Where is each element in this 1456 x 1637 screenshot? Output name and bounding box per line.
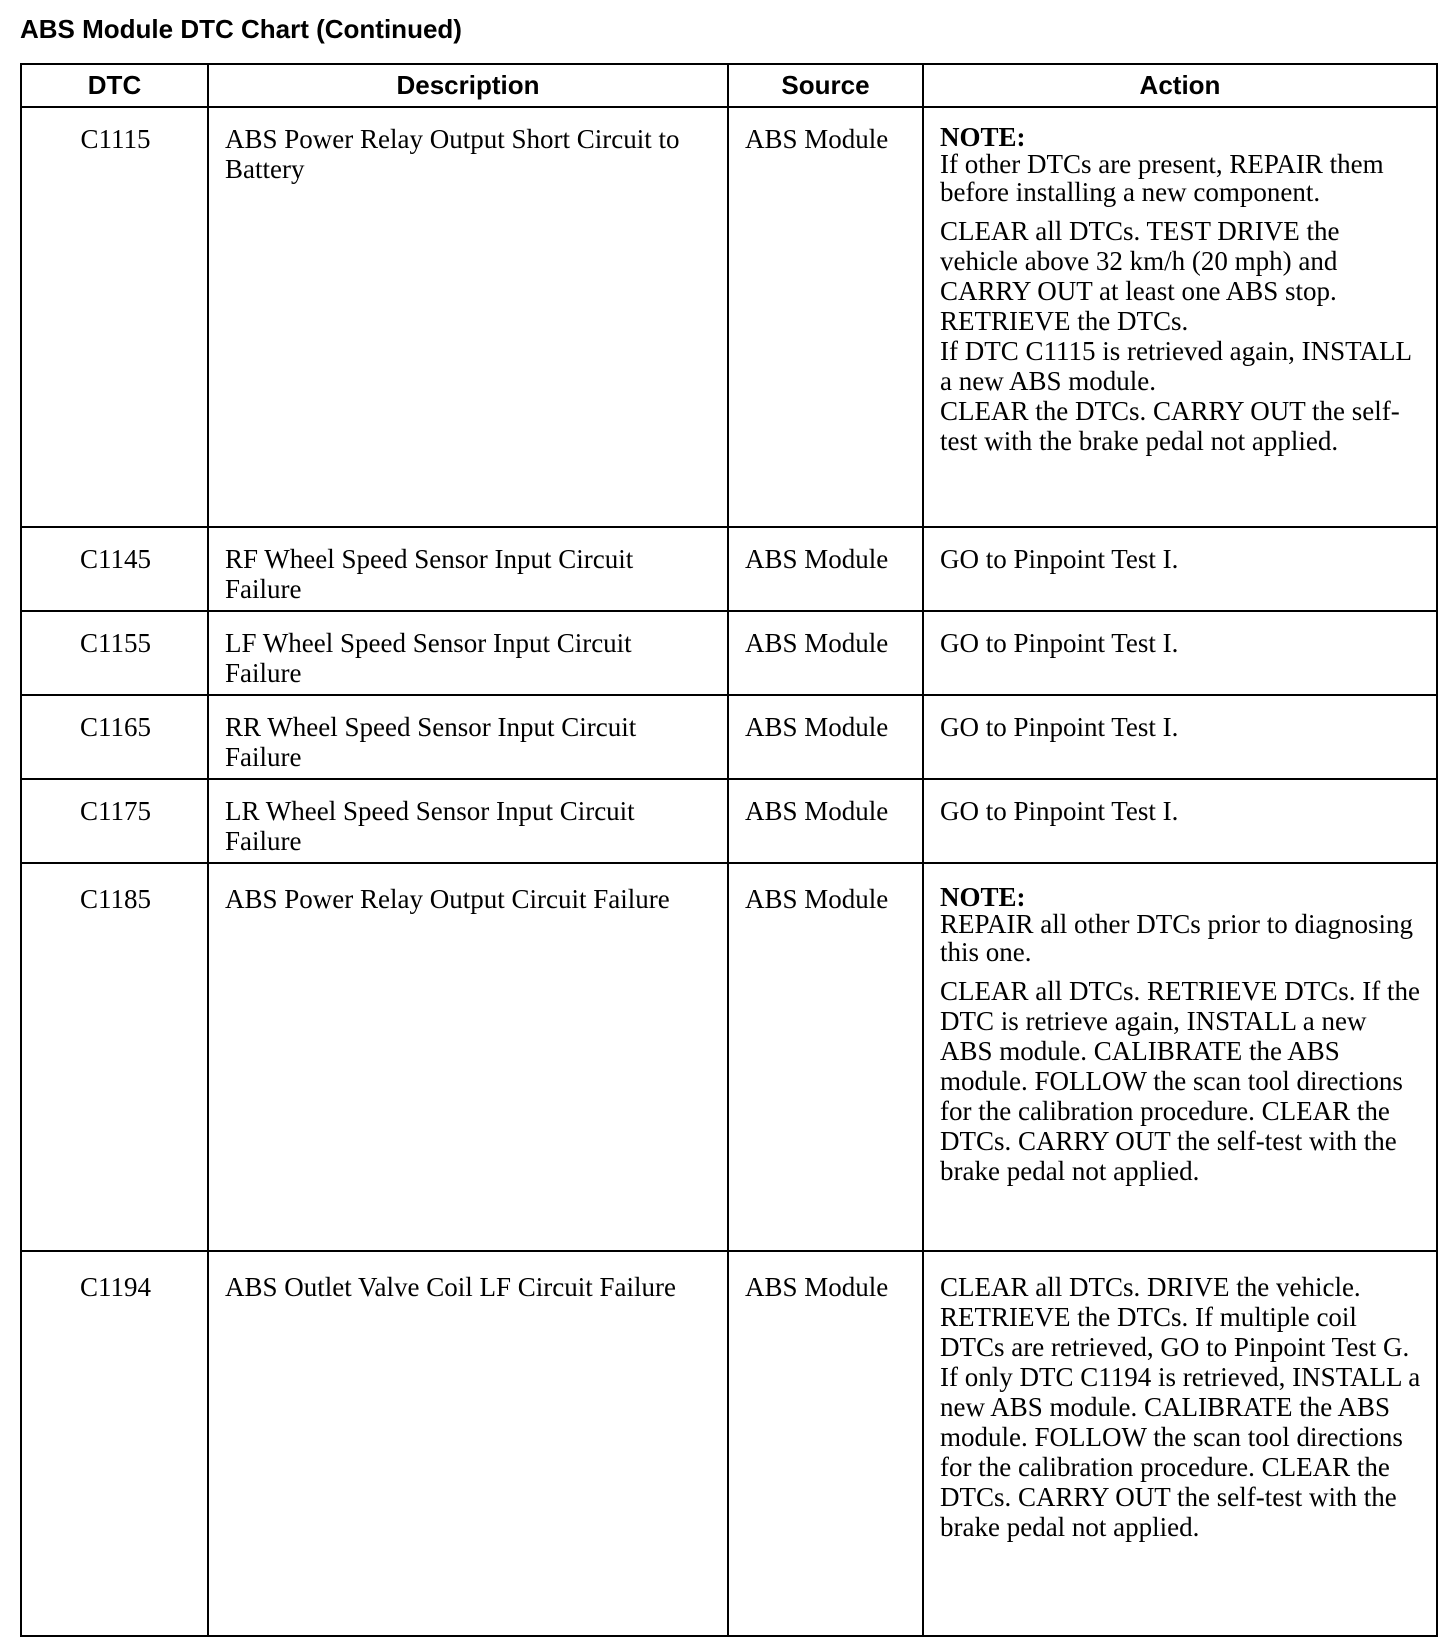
dtc-source: ABS Module bbox=[728, 527, 923, 611]
dtc-source: ABS Module bbox=[728, 107, 923, 527]
dtc-code: C1165 bbox=[21, 695, 208, 779]
note-text: REPAIR all other DTCs prior to diagnosing this one. bbox=[940, 909, 1413, 967]
table-row bbox=[21, 107, 1437, 527]
dtc-code: C1194 bbox=[21, 1251, 208, 1636]
dtc-description: LF Wheel Speed Sensor Input Circuit Failure bbox=[208, 611, 728, 695]
column-header-action: Action bbox=[923, 64, 1437, 107]
column-header-source: Source bbox=[728, 64, 923, 107]
action-steps: CLEAR all DTCs. RETRIEVE DTCs. If the DTC is retrieve again, INSTALL a new ABS module. CALIBRATE the ABS module. FOLLOW the scan tool directions for the calibration procedure. CLEAR the DTCs. CARRY OUT the self-test with the brake pedal not applied. bbox=[940, 976, 1420, 1186]
note-text: If other DTCs are present, REPAIR them before installing a new component. bbox=[940, 149, 1384, 207]
dtc-table bbox=[20, 63, 1438, 1637]
dtc-source: ABS Module bbox=[728, 695, 923, 779]
action-steps bbox=[940, 216, 1422, 456]
note-label: NOTE: bbox=[940, 122, 1026, 152]
page-title: ABS Module DTC Chart (Continued) bbox=[20, 14, 462, 44]
dtc-description: RR Wheel Speed Sensor Input Circuit Failure bbox=[208, 695, 728, 779]
dtc-action: GO to Pinpoint Test I. bbox=[923, 527, 1437, 611]
action-step: CLEAR all DTCs. TEST DRIVE the vehicle above 32 km/h (20 mph) and CARRY OUT at least one ABS stop. RETRIEVE the DTCs. bbox=[940, 216, 1340, 336]
dtc-source: ABS Module bbox=[728, 779, 923, 863]
column-header-description: Description bbox=[208, 64, 728, 107]
dtc-code: C1185 bbox=[21, 863, 208, 1251]
action-step: CLEAR the DTCs. CARRY OUT the self-test with the brake pedal not applied. bbox=[940, 396, 1400, 456]
dtc-source: ABS Module bbox=[728, 611, 923, 695]
note-label: NOTE: bbox=[940, 882, 1026, 912]
dtc-code: C1115 bbox=[21, 107, 208, 527]
dtc-description: ABS Outlet Valve Coil LF Circuit Failure bbox=[208, 1251, 728, 1636]
dtc-code: C1155 bbox=[21, 611, 208, 695]
dtc-description: ABS Power Relay Output Short Circuit to Battery bbox=[208, 107, 728, 527]
table-header-row bbox=[21, 64, 1437, 107]
action-step: If DTC C1115 is retrieved again, INSTALL a new ABS module. bbox=[940, 336, 1411, 396]
table-row bbox=[21, 527, 1437, 611]
table-row bbox=[21, 779, 1437, 863]
dtc-source: ABS Module bbox=[728, 1251, 923, 1636]
table-row bbox=[21, 1251, 1437, 1636]
dtc-code: C1175 bbox=[21, 779, 208, 863]
dtc-description: LR Wheel Speed Sensor Input Circuit Failure bbox=[208, 779, 728, 863]
table-row bbox=[21, 611, 1437, 695]
dtc-action: GO to Pinpoint Test I. bbox=[923, 779, 1437, 863]
dtc-action bbox=[923, 863, 1437, 1251]
dtc-source: ABS Module bbox=[728, 863, 923, 1251]
table-row bbox=[21, 863, 1437, 1251]
dtc-action: CLEAR all DTCs. DRIVE the vehicle. RETRIEVE the DTCs. If multiple coil DTCs are retrieved, GO to Pinpoint Test G. If only DTC C1194 is retrieved, INSTALL a new ABS module. CALIBRATE the ABS module. FOLLOW the scan tool directions for the calibration procedure. CLEAR the DTCs. CARRY OUT the self-test with the brake pedal not applied. bbox=[923, 1251, 1437, 1636]
table-row bbox=[21, 695, 1437, 779]
dtc-code: C1145 bbox=[21, 527, 208, 611]
column-header-dtc: DTC bbox=[21, 64, 208, 107]
dtc-action bbox=[923, 107, 1437, 527]
dtc-description: ABS Power Relay Output Circuit Failure bbox=[208, 863, 728, 1251]
dtc-action: GO to Pinpoint Test I. bbox=[923, 611, 1437, 695]
dtc-action: GO to Pinpoint Test I. bbox=[923, 695, 1437, 779]
dtc-description: RF Wheel Speed Sensor Input Circuit Failure bbox=[208, 527, 728, 611]
